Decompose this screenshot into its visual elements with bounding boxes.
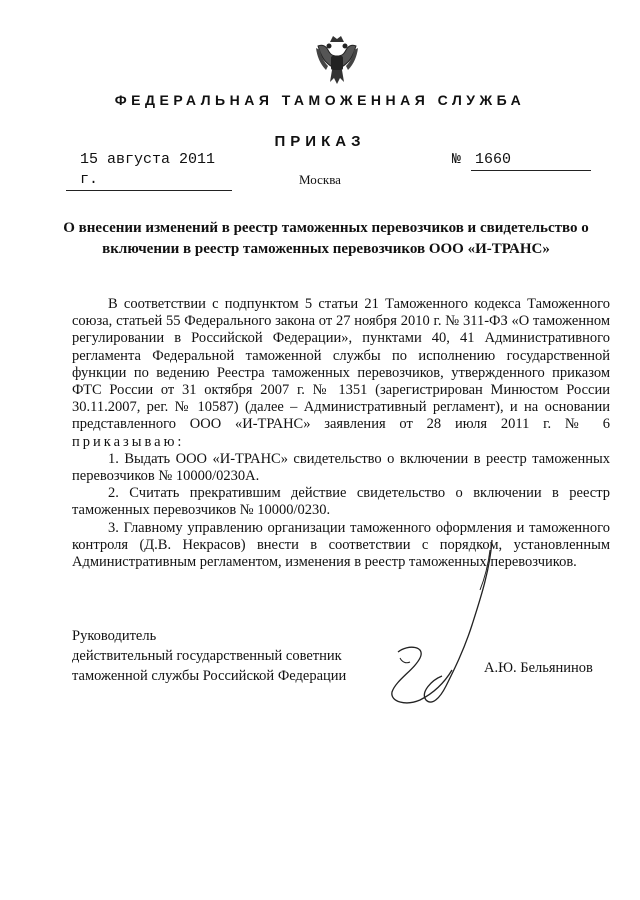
signatory-title-block (72, 626, 372, 686)
handwritten-signature-icon (380, 530, 540, 730)
city-label: Москва (299, 172, 341, 187)
number-sign: № (452, 151, 462, 168)
document-type-title: ПРИКАЗ (274, 133, 366, 150)
order-item-3: 3. Главному управлению организации таможенного оформления и таможенного контроля (Д.В. Некрасов) внести в соответствии с порядком, установленным Административным регламентом, изменения в реестр таможенных перевозчиков. (72, 519, 610, 571)
signer-name: А.Ю. Бельянинов (484, 660, 593, 676)
order-item-1: 1. Выдать ООО «И-ТРАНС» свидетельство о включении в реестр таможенных перевозчиков № 10000/0230А. (72, 450, 610, 485)
order-subject: О внесении изменений в реестр таможенных перевозчиков и свидетельство о включении в реестр таможенных перевозчиков ООО «И-ТРАНС» (63, 220, 589, 257)
preamble-paragraph (72, 296, 610, 451)
order-number: 1660 (471, 150, 591, 171)
command-word: приказываю: (72, 433, 185, 450)
order-number-field (452, 150, 608, 171)
signatory-rank: действительный государственный советник (72, 648, 342, 664)
order-date: 15 августа 2011 г. (66, 150, 232, 191)
agency-name: ФЕДЕРАЛЬНАЯ ТАМОЖЕННАЯ СЛУЖБА (114, 92, 526, 108)
signatory-service: таможенной службы Российской Федерации (72, 668, 347, 684)
eagle-emblem-icon (314, 32, 360, 86)
signatory-position: Руководитель (72, 628, 157, 644)
order-item-2: 2. Считать прекратившим действие свидетельство о включении в реестр таможенных перевозчиков № 10000/0230. (72, 485, 610, 519)
preamble-text: В соответствии с подпунктом 5 статьи 21 Таможенного кодекса Таможенного союза, статьей 55 Федерального закона от 27 ноября 2010 г. № 311-ФЗ «О таможенном регулировании в Российской Федерации», пунктами 40, 41 Административного регламента Федеральной таможенной службы по исполнению государственной функции по ведению Реестра таможенных перевозчиков, утвержденного приказом ФТС России от 31 октября 2007 г. № 1351 (зарегистрирован Минюстом России 30.11.2007, рег. № 10587) (далее – Административный регламент), и на основании представленного ООО «И-ТРАНС» заявления от 28 июля 2011 г. № 6 (72, 296, 610, 433)
